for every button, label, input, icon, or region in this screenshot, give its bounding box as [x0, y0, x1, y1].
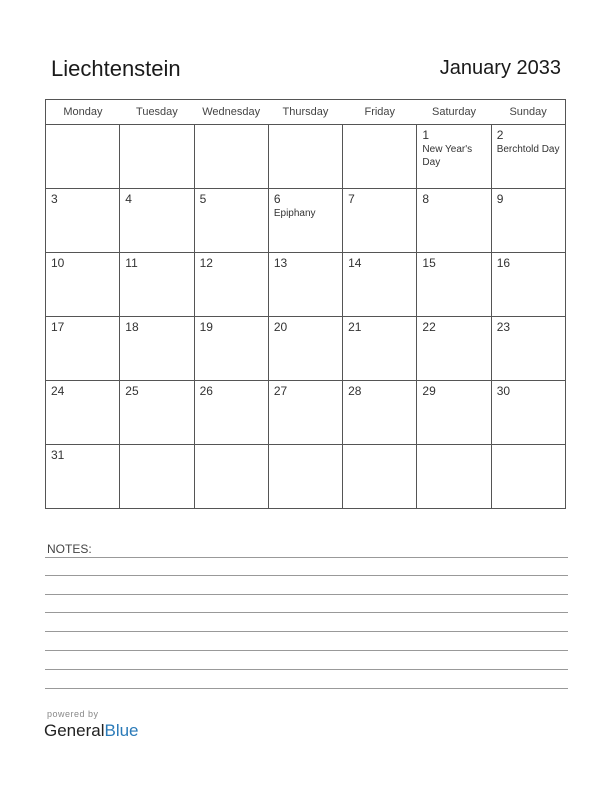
calendar-day-cell [417, 381, 491, 445]
day-number: 11 [125, 256, 138, 270]
holiday-label: New Year's Day [422, 144, 473, 168]
calendar-day-cell [343, 445, 417, 509]
calendar-day-cell [194, 253, 268, 317]
weekday-monday: Monday [46, 100, 120, 125]
day-number: 27 [273, 384, 288, 398]
calendar-day-cell [46, 125, 120, 189]
calendar-day-cell [417, 445, 491, 509]
calendar-week-row [46, 445, 566, 509]
day-number: 30 [496, 384, 511, 398]
calendar-week-row [46, 381, 566, 445]
brand-blue: Blue [104, 721, 139, 740]
weekday-thursday: Thursday [268, 100, 342, 125]
calendar-day-cell [46, 317, 120, 381]
calendar-week-row [46, 253, 566, 317]
calendar-day-cell [46, 253, 120, 317]
day-number: 21 [348, 320, 362, 334]
day-number: 19 [199, 320, 213, 334]
calendar-day-cell [343, 125, 417, 189]
calendar-day-cell [343, 381, 417, 445]
calendar-day-cell [417, 125, 491, 189]
calendar-day-cell [491, 445, 565, 509]
calendar-day-cell [268, 317, 342, 381]
calendar-day-cell [343, 317, 417, 381]
powered-by-text: powered by [47, 709, 99, 719]
calendar-day-cell [491, 253, 565, 317]
weekday-header-row [46, 100, 566, 125]
notes-line [45, 557, 568, 558]
day-number: 3 [51, 192, 58, 206]
calendar-day-cell [194, 445, 268, 509]
day-number: 16 [496, 256, 511, 270]
notes-line [45, 612, 568, 613]
day-number: 2 [496, 128, 504, 142]
weekday-saturday: Saturday [417, 100, 491, 125]
calendar-day-cell [194, 189, 268, 253]
calendar-day-cell [46, 445, 120, 509]
calendar-day-cell [417, 189, 491, 253]
notes-label: NOTES: [47, 542, 92, 556]
day-number: 12 [199, 256, 213, 270]
calendar-day-cell [46, 381, 120, 445]
calendar-day-cell [268, 381, 342, 445]
calendar-week-row [46, 189, 566, 253]
calendar-week-row [46, 317, 566, 381]
day-number: 4 [125, 192, 132, 206]
day-number: 31 [51, 448, 65, 462]
calendar-day-cell [491, 381, 565, 445]
day-number: 14 [348, 256, 362, 270]
weekday-friday: Friday [343, 100, 417, 125]
day-number: 22 [422, 320, 436, 334]
calendar-day-cell [491, 317, 565, 381]
calendar-day-cell [120, 125, 194, 189]
day-number: 25 [125, 384, 139, 398]
calendar-day-cell [491, 189, 565, 253]
calendar-day-cell [120, 381, 194, 445]
weekday-sunday: Sunday [491, 100, 565, 125]
day-number: 15 [422, 256, 436, 270]
day-number: 24 [51, 384, 65, 398]
calendar-day-cell [120, 253, 194, 317]
calendar-day-cell [120, 189, 194, 253]
calendar-country-title: Liechtenstein [51, 56, 181, 81]
calendar-day-cell [417, 253, 491, 317]
day-number: 9 [496, 192, 504, 206]
calendar-grid [45, 99, 566, 509]
calendar-day-cell [268, 125, 342, 189]
generalblue-logo[interactable] [44, 721, 139, 741]
day-number: 8 [422, 192, 430, 206]
notes-line [45, 631, 568, 632]
day-number: 7 [348, 192, 355, 206]
calendar-week-row [46, 125, 566, 189]
day-number: 29 [422, 384, 436, 398]
notes-line [45, 594, 568, 595]
calendar-day-cell [120, 445, 194, 509]
calendar-day-cell [194, 317, 268, 381]
day-number: 5 [199, 192, 207, 206]
brand-general: General [44, 721, 105, 740]
weekday-wednesday: Wednesday [194, 100, 268, 125]
notes-line [45, 650, 568, 651]
day-number: 10 [51, 256, 65, 270]
day-number: 18 [125, 320, 139, 334]
calendar-day-cell [417, 317, 491, 381]
notes-line [45, 669, 568, 670]
calendar-day-cell [343, 253, 417, 317]
weekday-tuesday: Tuesday [120, 100, 194, 125]
calendar-day-cell [268, 445, 342, 509]
day-number: 1 [422, 128, 430, 142]
calendar-day-cell [268, 189, 342, 253]
notes-line [45, 575, 568, 576]
calendar-day-cell [194, 381, 268, 445]
holiday-label: Epiphany [273, 208, 316, 219]
day-number: 23 [496, 320, 511, 334]
calendar-day-cell [46, 189, 120, 253]
calendar-day-cell [491, 125, 565, 189]
calendar-month-title: January 2033 [439, 57, 561, 79]
calendar-day-cell [268, 253, 342, 317]
day-number: 13 [273, 256, 288, 270]
day-number: 26 [199, 384, 213, 398]
day-number: 6 [273, 192, 281, 206]
day-number: 17 [51, 320, 65, 334]
calendar-day-cell [343, 189, 417, 253]
day-number: 20 [273, 320, 288, 334]
holiday-label: Berchtold Day [496, 144, 560, 155]
notes-line [45, 688, 568, 689]
calendar-day-cell [120, 317, 194, 381]
calendar-day-cell [194, 125, 268, 189]
day-number: 28 [348, 384, 362, 398]
